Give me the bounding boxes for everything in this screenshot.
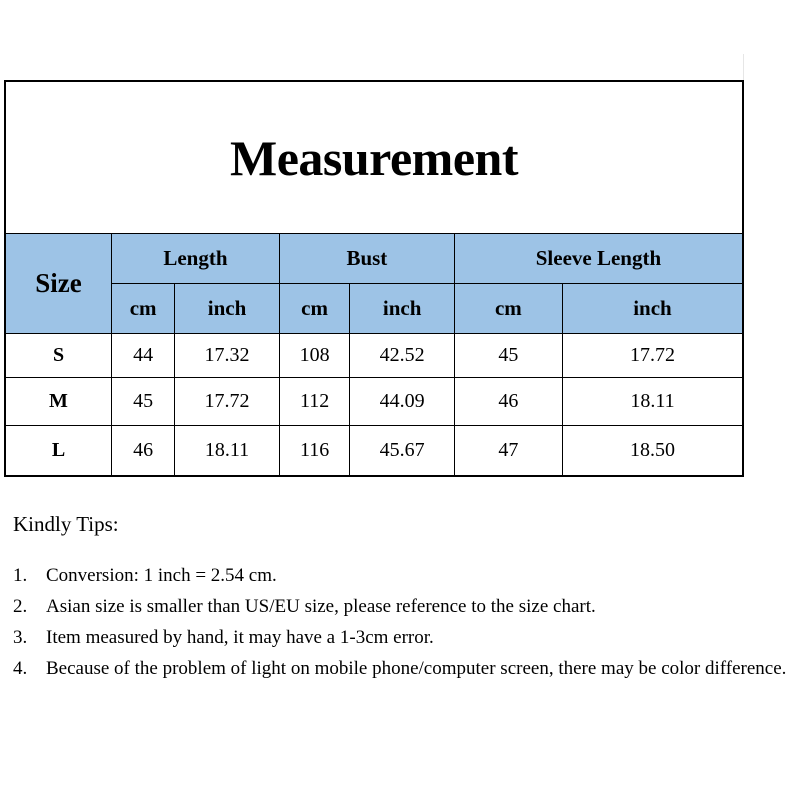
- table-cell: 46: [112, 426, 175, 476]
- table-cell: 18.11: [175, 426, 280, 476]
- table-cell: 18.11: [562, 378, 743, 426]
- unit-header: inch: [562, 284, 743, 334]
- group-header-length: Length: [112, 234, 280, 284]
- table-cell: 17.32: [175, 334, 280, 378]
- table-cell: 46: [454, 378, 562, 426]
- table-cell: 108: [279, 334, 349, 378]
- table-cell: 18.50: [562, 426, 743, 476]
- table-cell: 17.72: [562, 334, 743, 378]
- list-item: [13, 560, 793, 591]
- table-cell: 44.09: [350, 378, 455, 426]
- tips-heading: Kindly Tips:: [13, 512, 119, 536]
- tips-list: [13, 560, 793, 684]
- unit-header: cm: [112, 284, 175, 334]
- unit-header: inch: [175, 284, 280, 334]
- item-number: 3.: [13, 627, 28, 648]
- list-item: [13, 653, 793, 684]
- table-cell: 47: [454, 426, 562, 476]
- page-title: Measurement: [5, 81, 743, 234]
- unit-header: inch: [350, 284, 455, 334]
- list-item: [13, 622, 793, 653]
- table-row: [5, 378, 743, 426]
- table-cell: 116: [279, 426, 349, 476]
- item-text: Asian size is smaller than US/EU size, please reference to the size chart.: [46, 596, 596, 617]
- table-row: [5, 426, 743, 476]
- size-label: S: [5, 334, 112, 378]
- item-number: 2.: [13, 596, 28, 617]
- size-label: L: [5, 426, 112, 476]
- item-number: 4.: [13, 658, 28, 679]
- unit-header: cm: [454, 284, 562, 334]
- size-header: Size: [5, 234, 112, 334]
- unit-header: cm: [279, 284, 349, 334]
- divider: [743, 54, 744, 80]
- table-cell: 112: [279, 378, 349, 426]
- item-number: 1.: [13, 565, 28, 586]
- item-text: Because of the problem of light on mobile phone/computer screen, there may be color difference.: [46, 658, 787, 679]
- list-item: [13, 591, 793, 622]
- group-header-bust: Bust: [279, 234, 454, 284]
- table-cell: 45: [454, 334, 562, 378]
- group-header-sleeve-length: Sleeve Length: [454, 234, 743, 284]
- item-text: Conversion: 1 inch = 2.54 cm.: [46, 565, 277, 586]
- size-chart-table: [4, 80, 744, 477]
- table-cell: 45.67: [350, 426, 455, 476]
- table-cell: 45: [112, 378, 175, 426]
- item-text: Item measured by hand, it may have a 1-3cm error.: [46, 627, 434, 648]
- table-cell: 42.52: [350, 334, 455, 378]
- table-row: [5, 334, 743, 378]
- size-label: M: [5, 378, 112, 426]
- table-cell: 17.72: [175, 378, 280, 426]
- table-cell: 44: [112, 334, 175, 378]
